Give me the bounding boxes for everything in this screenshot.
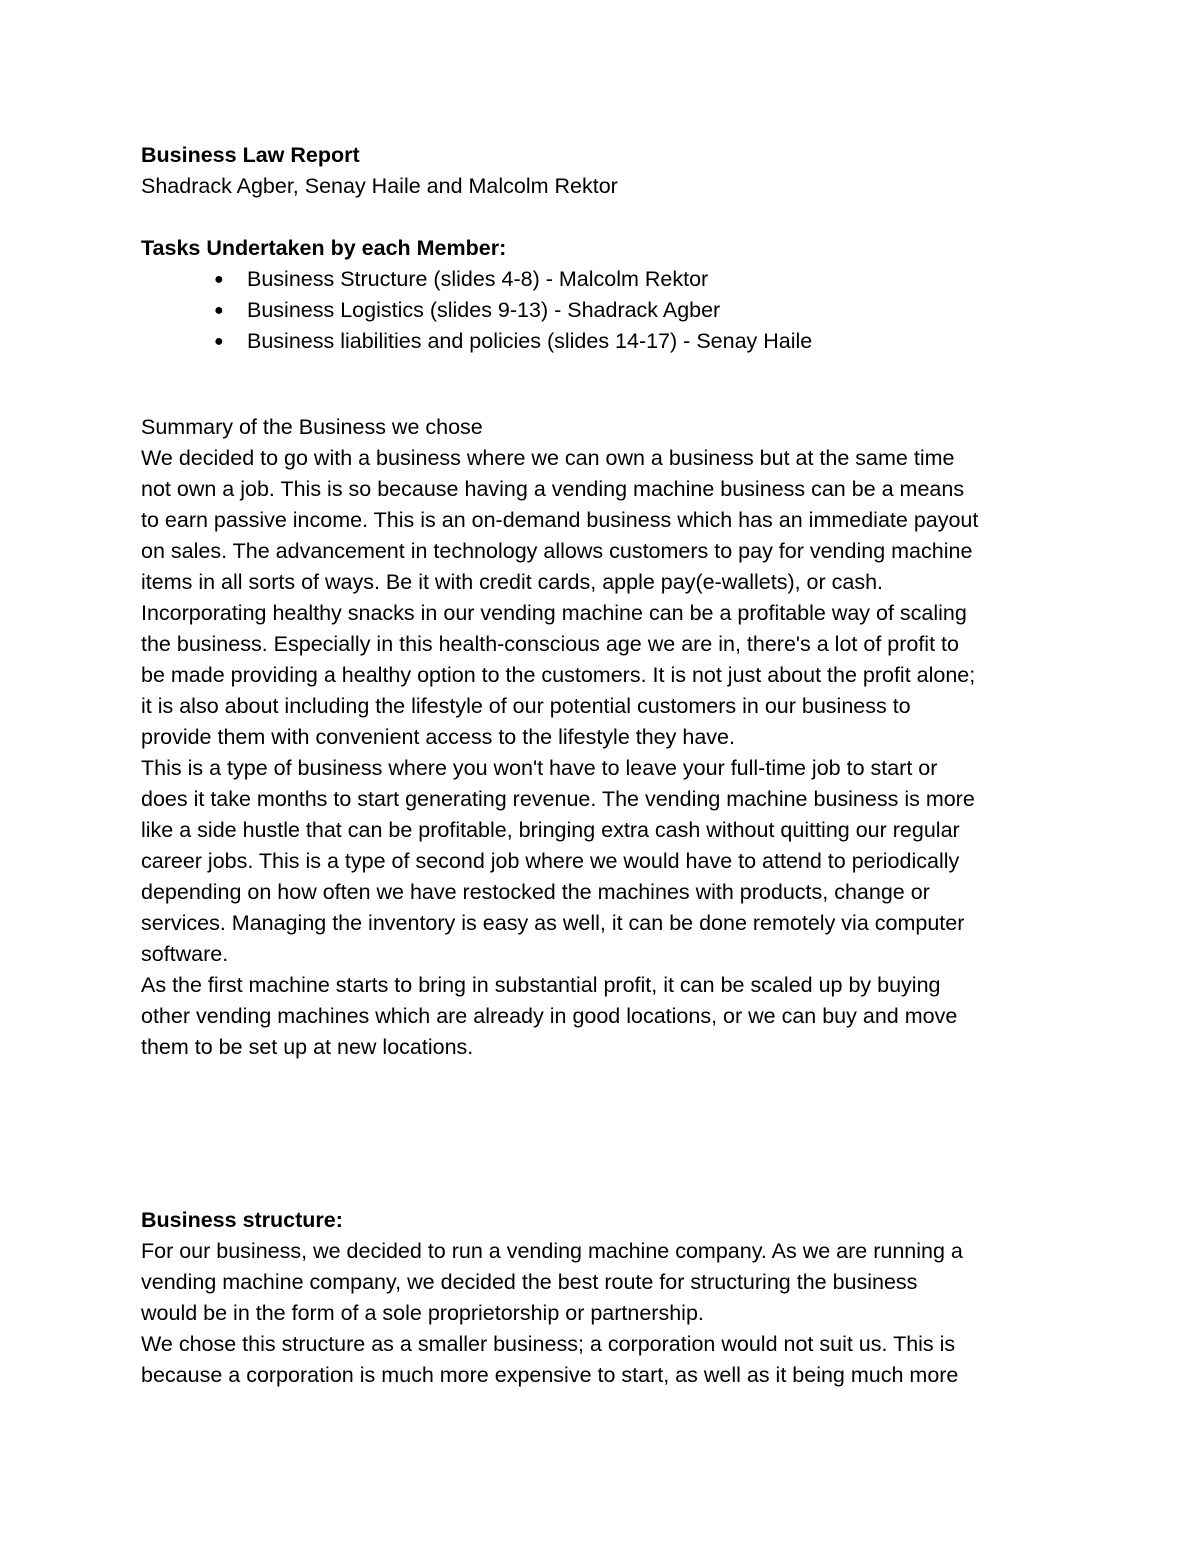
structure-line: vending machine company, we decided the best route for structuring the business (141, 1270, 918, 1294)
spacer (141, 1063, 1101, 1205)
task-item (141, 295, 1101, 326)
summary-line: it is also about including the lifestyle of our potential customers in our business to (141, 694, 911, 718)
spacer (141, 357, 1101, 412)
summary-line: not own a job. This is so because having a vending machine business can be a means (141, 477, 965, 501)
task-item (141, 326, 1101, 357)
summary-heading: Summary of the Business we chose (141, 415, 483, 439)
summary-body (141, 443, 1101, 1063)
summary-line: on sales. The advancement in technology allows customers to pay for vending machine (141, 539, 973, 563)
task-text: Business Logistics (slides 9-13) - Shadrack Agber (247, 298, 721, 322)
task-item (141, 264, 1101, 295)
structure-body (141, 1236, 1101, 1391)
summary-line: Incorporating healthy snacks in our vending machine can be a profitable way of scaling (141, 601, 967, 625)
summary-line: This is a type of business where you won't have to leave your full-time job to start or (141, 756, 938, 780)
summary-line: to earn passive income. This is an on-demand business which has an immediate payout (141, 508, 979, 532)
summary-line: items in all sorts of ways. Be it with credit cards, apple pay(e-wallets), or cash. (141, 570, 884, 594)
structure-line: would be in the form of a sole proprietorship or partnership. (141, 1301, 704, 1325)
summary-line: We decided to go with a business where we can own a business but at the same time (141, 446, 955, 470)
spacer (141, 202, 1101, 233)
summary-line: As the first machine starts to bring in substantial profit, it can be scaled up by buying (141, 973, 941, 997)
structure-line: For our business, we decided to run a vending machine company. As we are running a (141, 1239, 963, 1263)
structure-line: because a corporation is much more expensive to start, as well as it being much more (141, 1363, 959, 1387)
summary-line: the business. Especially in this health-conscious age we are in, there's a lot of profit to (141, 632, 959, 656)
summary-line: career jobs. This is a type of second job where we would have to attend to periodically (141, 849, 960, 873)
summary-line: software. (141, 942, 229, 966)
document-authors: Shadrack Agber, Senay Haile and Malcolm Rektor (141, 174, 618, 198)
structure-line: We chose this structure as a smaller business; a corporation would not suit us. This is (141, 1332, 956, 1356)
task-text: Business Structure (slides 4-8) - Malcolm Rektor (247, 267, 709, 291)
bullet-icon: ● (214, 302, 224, 319)
tasks-list (141, 264, 1101, 357)
tasks-heading: Tasks Undertaken by each Member: (141, 236, 507, 260)
task-text: Business liabilities and policies (slides 14-17) - Senay Haile (247, 329, 813, 353)
bullet-icon: ● (214, 333, 224, 350)
summary-line: other vending machines which are already in good locations, or we can buy and move (141, 1004, 958, 1028)
summary-line: services. Managing the inventory is easy as well, it can be done remotely via computer (141, 911, 965, 935)
summary-line: like a side hustle that can be profitable, bringing extra cash without quitting our regular (141, 818, 960, 842)
summary-line: provide them with convenient access to the lifestyle they have. (141, 725, 735, 749)
summary-line: them to be set up at new locations. (141, 1035, 474, 1059)
structure-heading: Business structure: (141, 1208, 343, 1232)
summary-line: does it take months to start generating revenue. The vending machine business is more (141, 787, 975, 811)
summary-line: be made providing a healthy option to the customers. It is not just about the profit alone; (141, 663, 976, 687)
document-title: Business Law Report (141, 143, 360, 167)
bullet-icon: ● (214, 271, 224, 288)
summary-line: depending on how often we have restocked the machines with products, change or (141, 880, 930, 904)
document-page (141, 140, 1101, 1391)
